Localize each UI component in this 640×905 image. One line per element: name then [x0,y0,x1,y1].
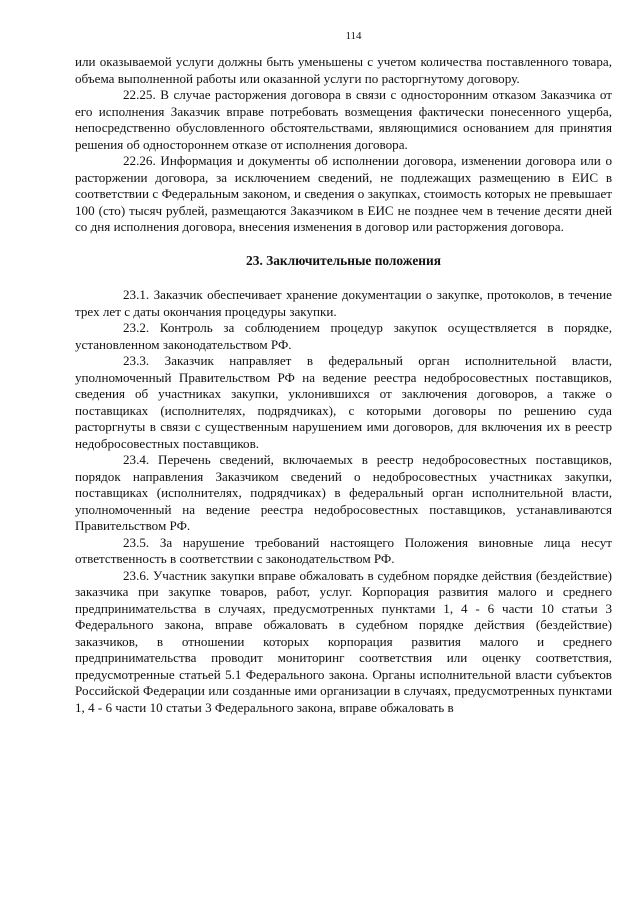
section-heading: 23. Заключительные положения [246,252,441,268]
paragraph-23-3: 23.3. Заказчик направляет в федеральный орган исполнительной власти, уполномоченный Правительством РФ на ведение реестра недобросовестных поставщиков, сведения об участниках закупки, уклонившихся от заключения договоров, а также о поставщиках (исполнителях, подрядчиках), с которыми договоры по решению суда расторгнуты в связи с существенным нарушением ими договоров, для включения их в реестр недобросовестных поставщиков. [75,353,612,451]
paragraph-23-1: 23.1. Заказчик обеспечивает хранение документации о закупке, протоколов, в течение трех лет с даты окончания процедуры закупки. [75,287,612,319]
paragraph-23-4: 23.4. Перечень сведений, включаемых в реестр недобросовестных поставщиков, порядок направления Заказчиком сведений о недобросовестных участниках закупки, поставщиках (исполнителях, подрядчиках) в федеральный орган исполнительной власти, уполномоченный на ведение реестра недобросовестных поставщиков, устанавливаются Правительством РФ. [75,452,612,533]
paragraph-23-6: 23.6. Участник закупки вправе обжаловать в судебном порядке действия (бездействие) заказчика при закупке товаров, работ, услуг. Корпорация развития малого и среднего предпринимательства в случаях, предусмотренных пунктами 1, 4 - 6 части 10 статьи 3 Федерального закона, вправе обжаловать в судебном порядке действия (бездействие) заказчиков, в отношении которых корпорация развития малого и среднего предпринимательства проводит мониторинг соответствия или оценку соответствия, предусмотренные статьей 5.1 Федерального закона. Органы исполнительной власти субъектов Российской Федерации или созданные ими организации в случаях, предусмотренных пунктами 1, 4 - 6 части 10 статьи 3 Федерального закона, вправе обжаловать в [75,567,612,715]
paragraph-23-2: 23.2. Контроль за соблюдением процедур закупок осуществляется в порядке, установленном законодательством РФ. [75,320,612,352]
paragraph-22-26: 22.26. Информация и документы об исполнении договора, изменении договора или о расторжении договора, за исключением сведений, не подлежащих размещению в ЕИС в соответствии с Федеральным законом, и сведения о закупках, стоимость которых не превышает 100 (сто) тысяч рублей, размещаются Заказчиком в ЕИС не позднее чем в течение десяти дней со дня исполнения договора, внесения изменения в договор или расторжения договора. [75,153,612,234]
paragraph-continuation: или оказываемой услуги должны быть уменьшены с учетом количества поставленного товара, объема выполненной работы или оказанной услуги по расторгнутому договору. [75,54,612,86]
paragraph-22-25: 22.25. В случае расторжения договора в связи с односторонним отказом Заказчика от его исполнения Заказчик вправе потребовать возмещения фактически понесенного ущерба, непосредственно обусловленного обстоятельствами, являющимися основанием для принятия решения об одностороннем отказе от исполнения договора. [75,87,612,152]
page-number: 114 [345,30,362,42]
paragraph-23-5: 23.5. За нарушение требований настоящего Положения виновные лица несут ответственность в соответствии с законодательством РФ. [75,534,612,566]
